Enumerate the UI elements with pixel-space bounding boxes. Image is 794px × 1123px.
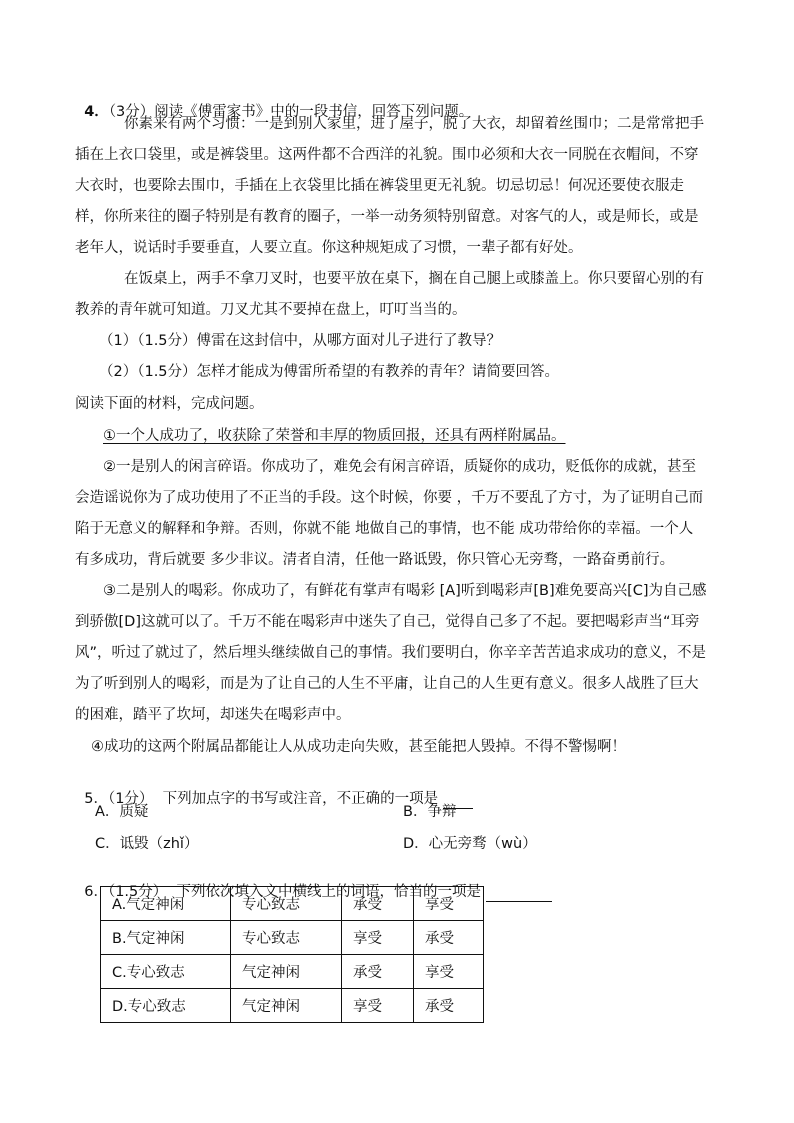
q5-option-c: C．诋毁（zhǐ） [95,836,199,852]
table-cell: 享受 [414,955,484,989]
table-cell: B.气定神闲 [101,921,231,955]
table-cell: 享受 [414,887,484,921]
q6-answer-blank [486,885,552,902]
table-row [101,989,484,1023]
table-cell: 享受 [342,921,414,955]
table-cell: 承受 [414,989,484,1023]
q4-number: 4． [84,104,109,120]
reading-paragraph-3-line: 为了听到别人的喝彩，而是为了让自己的人生不平庸，让自己的人生更有意义。很多人战胜了巨大 [75,676,699,692]
table-cell: 承受 [342,887,414,921]
reading-paragraph-3-line: 的困难，踏平了坎坷，却迷失在喝彩声中。 [75,707,351,723]
table-cell: 承受 [414,921,484,955]
q4-subquestion-2: （2）（1.5分）怎样才能成为傅雷所希望的有教养的青年？请简要回答。 [99,364,560,380]
q4-header: （3分）阅读《傅雷家书》中的一段书信，回答下列问题。 [108,104,474,120]
q5-option-a: A．质疑 [95,804,149,820]
q4-para2-line: 在饭桌上，两手不拿刀叉时，也要平放在桌下，搁在自己腿上或膝盖上。你只要留心别的有 [124,271,704,287]
table-cell: 承受 [342,955,414,989]
reading-intro: 阅读下面的材料，完成问题。 [75,396,264,412]
q4-para2-line: 教养的青年就可知道。刀叉尤其不要掉在盘上，叮叮当当的。 [75,302,467,318]
table-cell: A.气定神闲 [101,887,231,921]
q6-options-table [100,886,484,1023]
reading-paragraph-3-line: ③二是别人的喝彩。你成功了，有鲜花有掌声有喝彩 [A]听到喝彩声[B]难免要高兴[C]为自己感 [103,583,707,599]
table-cell: 气定神闲 [231,989,342,1023]
reading-paragraph-2-line: ②一是别人的闲言碎语。你成功了，难免会有闲言碎语，质疑你的成功，贬低你的成就，甚至 [103,459,696,475]
table-cell: 享受 [342,989,414,1023]
reading-paragraph-3-line: 到骄傲[D]这就可以了。千万不能在喝彩声中迷失了自己，觉得自己多了不起。要把喝彩声当“耳旁 [75,614,700,630]
reading-paragraph-2-line: 会造谣说你为了成功使用了不正当的手段。这个时候，你要 ，千万不要乱了方寸，为了证明自己而 [75,490,704,506]
table-cell: 气定神闲 [231,955,342,989]
q4-para1-line: 老年人，说话时手要垂直，人要立直。你这种规矩成了习惯，一辈子都有好处。 [75,240,583,256]
q4-para1-line: 大衣时，也要除去围巾，手插在上衣袋里比插在裤袋里更无礼貌。切忌切忌！何况还要使衣服走 [75,178,684,194]
q6-stem: 6．（1.5分） 下列依次填入文中横线上的词语，恰当的一项是 [84,884,486,900]
reading-paragraph-3-line: 风”，听过了就过了，然后埋头继续做自己的事情。我们要明白，你辛辛苦苦追求成功的意义，不是 [75,645,707,661]
reading-paragraph-4: ④成功的这两个附属品都能让人从成功走向失败，甚至能把人毁掉。不得不警惕啊！ [91,739,626,755]
reading-paragraph-2-line: 有多成功，背后就要 多少非议。清者自清，任他一路诋毁，你只管心无旁骛，一路奋勇前行。 [75,552,675,568]
q4-para1-line: 插在上衣口袋里，或是裤袋里。这两件都不合西洋的礼貌。围巾必须和大衣一同脱在衣帽间，不穿 [75,147,699,163]
q5-option-d: D．心无旁骛（wù） [403,836,537,852]
q4-para1-line: 你素来有两个习惯：一是到别人家里，进了屋子，脱了大衣，却留着丝围巾；二是常常把手 [124,116,704,132]
table-row [101,887,484,921]
q5-stem: 5．（1分） 下列加点字的书写或注音，不正确的一项是 [84,791,443,807]
table-cell: 专心致志 [231,887,342,921]
reading-paragraph-2-line: 陷于无意义的解释和争辩。否则，你就不能 地做自己的事情，也不能 成功带给你的幸福。一个人 [75,521,694,537]
table-row [101,955,484,989]
q4-para1-line: 样，你所来往的圈子特别是有教育的圈子，一举一动务须特别留意。对客气的人，或是师长，或是 [75,209,699,225]
table-cell: D.专心致志 [101,989,231,1023]
q5-option-b: B．争辩 [403,804,457,820]
table-row [101,921,484,955]
table-cell: 专心致志 [231,921,342,955]
table-cell: C.专心致志 [101,955,231,989]
reading-paragraph-1: ①一个人成功了，收获除了荣誉和丰厚的物质回报，还具有两样附属品。 [103,428,566,444]
q4-subquestion-1: （1）（1.5分）傅雷在这封信中，从哪方面对儿子进行了教导？ [99,333,502,349]
